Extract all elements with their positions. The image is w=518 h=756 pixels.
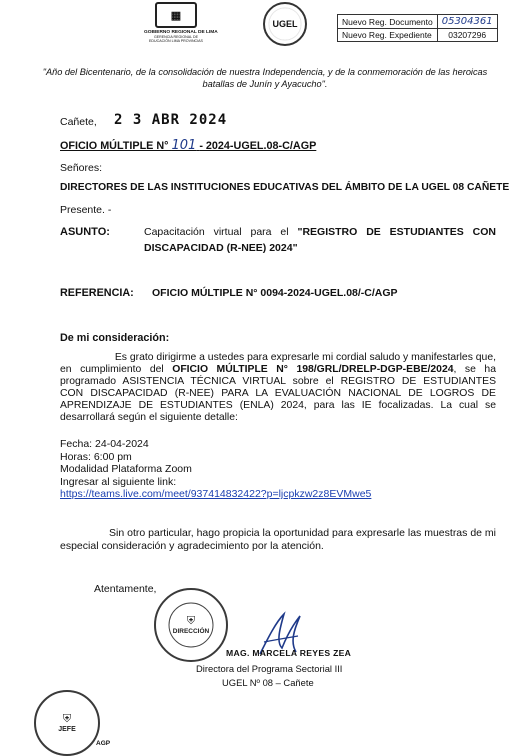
agp-seal — [34, 690, 100, 756]
asunto-line1 — [144, 226, 496, 238]
body-line-3: programado ASISTENCIA TÉCNICA VIRTUAL sobre el REGISTRO DE ESTUDIANTES — [60, 376, 496, 387]
seal-center-text: DIRECCIÓN — [172, 628, 210, 635]
referencia-value: OFICIO MÚLTIPLE N° 0094-2024-UGEL.08/-C/AGP — [152, 287, 398, 299]
shield-icon: ⛨ — [186, 615, 196, 627]
referencia-label: REFERENCIA: — [60, 287, 134, 299]
presente: Presente. - — [60, 204, 112, 216]
registry-label: Nuevo Reg. Expediente — [338, 29, 438, 42]
signatory-unit: UGEL Nº 08 – Cañete — [222, 677, 314, 688]
office-suffix: - 2024-UGEL.08-C/AGP — [199, 140, 317, 152]
body-reference: OFICIO MÚLTIPLE N° 198/GRL/DRELP-DGP-EBE/2024 — [172, 364, 454, 375]
office-prefix: OFICIO MÚLTIPLE N° — [60, 140, 169, 152]
registry-label: Nuevo Reg. Documento — [338, 15, 438, 29]
signatory-name: MAG. MARCELA REYES ZEA — [226, 648, 352, 658]
body-line-2 — [60, 364, 496, 376]
meeting-link[interactable]: https://teams.live.com/meet/937414832422?p=ljcpkzw2z8EVMwe5 — [60, 488, 372, 500]
gore-logo-text: GOBIERNO REGIONAL DE LIMA — [144, 30, 218, 35]
body-line-1: Es grato dirigirme a ustedes para expresarle mi cordial saludo y manifestarles que, — [114, 352, 496, 363]
registry-value: 03207296 — [437, 29, 497, 42]
ugel-logo-text: UGEL — [272, 19, 298, 29]
body-line-4: CON DISCAPACIDAD (R-NEE) PARA LA EVALUACIÓN NACIONAL DE LOGROS DE — [60, 388, 496, 399]
seal-ring-icon — [158, 592, 224, 658]
seal-center-text: JEFE — [58, 726, 76, 733]
date-stamp: 2 3 ABR 2024 — [114, 112, 228, 128]
year-motto: "Año del Bicentenario, de la consolidación de nuestra Independencia, y de la conmemoración de las heroicas batallas de Junín y Ayacucho". — [42, 67, 488, 89]
seal-side-text: AGP — [96, 740, 111, 747]
signatory-title: Directora del Programa Sectorial III — [196, 663, 343, 674]
shield-icon: ⛨ — [62, 713, 72, 725]
atentamente: Atentamente, — [94, 583, 157, 595]
date-place: Cañete, — [60, 116, 97, 128]
ugel-seal-icon — [263, 2, 307, 46]
registry-value: 05304361 — [437, 15, 497, 29]
asunto-line2: DISCAPACIDAD (R-NEE) 2024" — [144, 242, 298, 254]
date-line — [60, 116, 97, 128]
salutation: Señores: — [60, 162, 103, 174]
recipients: DIRECTORES DE LAS INSTITUCIONES EDUCATIVAS DEL ÁMBITO DE LA UGEL 08 CAÑETE — [60, 182, 510, 193]
body-text: , se ha — [453, 364, 496, 375]
office-number: 101 — [171, 138, 197, 153]
registry-row — [338, 29, 498, 42]
registry-table — [337, 14, 498, 42]
office-number-line — [60, 138, 316, 153]
body-text: en cumplimiento del — [60, 364, 173, 375]
asunto-label: ASUNTO: — [60, 226, 110, 238]
detail-fecha: Fecha: 24-04-2024 — [60, 438, 149, 450]
detail-ingresar: Ingresar al siguiente link: — [60, 475, 177, 488]
detail-modalidad: Modalidad Plataforma Zoom — [60, 463, 192, 475]
meeting-details — [60, 438, 371, 501]
gore-logo — [144, 2, 218, 46]
body-line-5: APRENDIZAJE DE ESTUDIANTES (ENLA) 2024, para las IE focalizadas. La cual se — [60, 400, 496, 411]
greeting: De mi consideración: — [60, 332, 170, 344]
asunto-title: "REGISTRO DE ESTUDIANTES CON — [297, 226, 496, 238]
closing-line-2: especial consideración y agradecimiento por la atención. — [60, 540, 324, 552]
ugel-logo — [258, 2, 312, 42]
asunto-text: Capacitación virtual para el — [144, 226, 298, 238]
gore-emblem-icon: ▦ — [155, 2, 197, 28]
registry-row — [338, 15, 498, 29]
direction-seal — [154, 588, 228, 662]
gore-logo-subtext: GERENCIA REGIONAL DE EDUCACIÓN LIMA PROVINCIAS — [149, 35, 203, 43]
detail-horas: Horas: 6:00 pm — [60, 450, 132, 463]
body-line-6: desarrollará según el siguiente detalle: — [60, 412, 238, 423]
closing-line-1: Sin otro particular, hago propicia la oportunidad para expresarle las muestras de mi — [109, 527, 496, 539]
